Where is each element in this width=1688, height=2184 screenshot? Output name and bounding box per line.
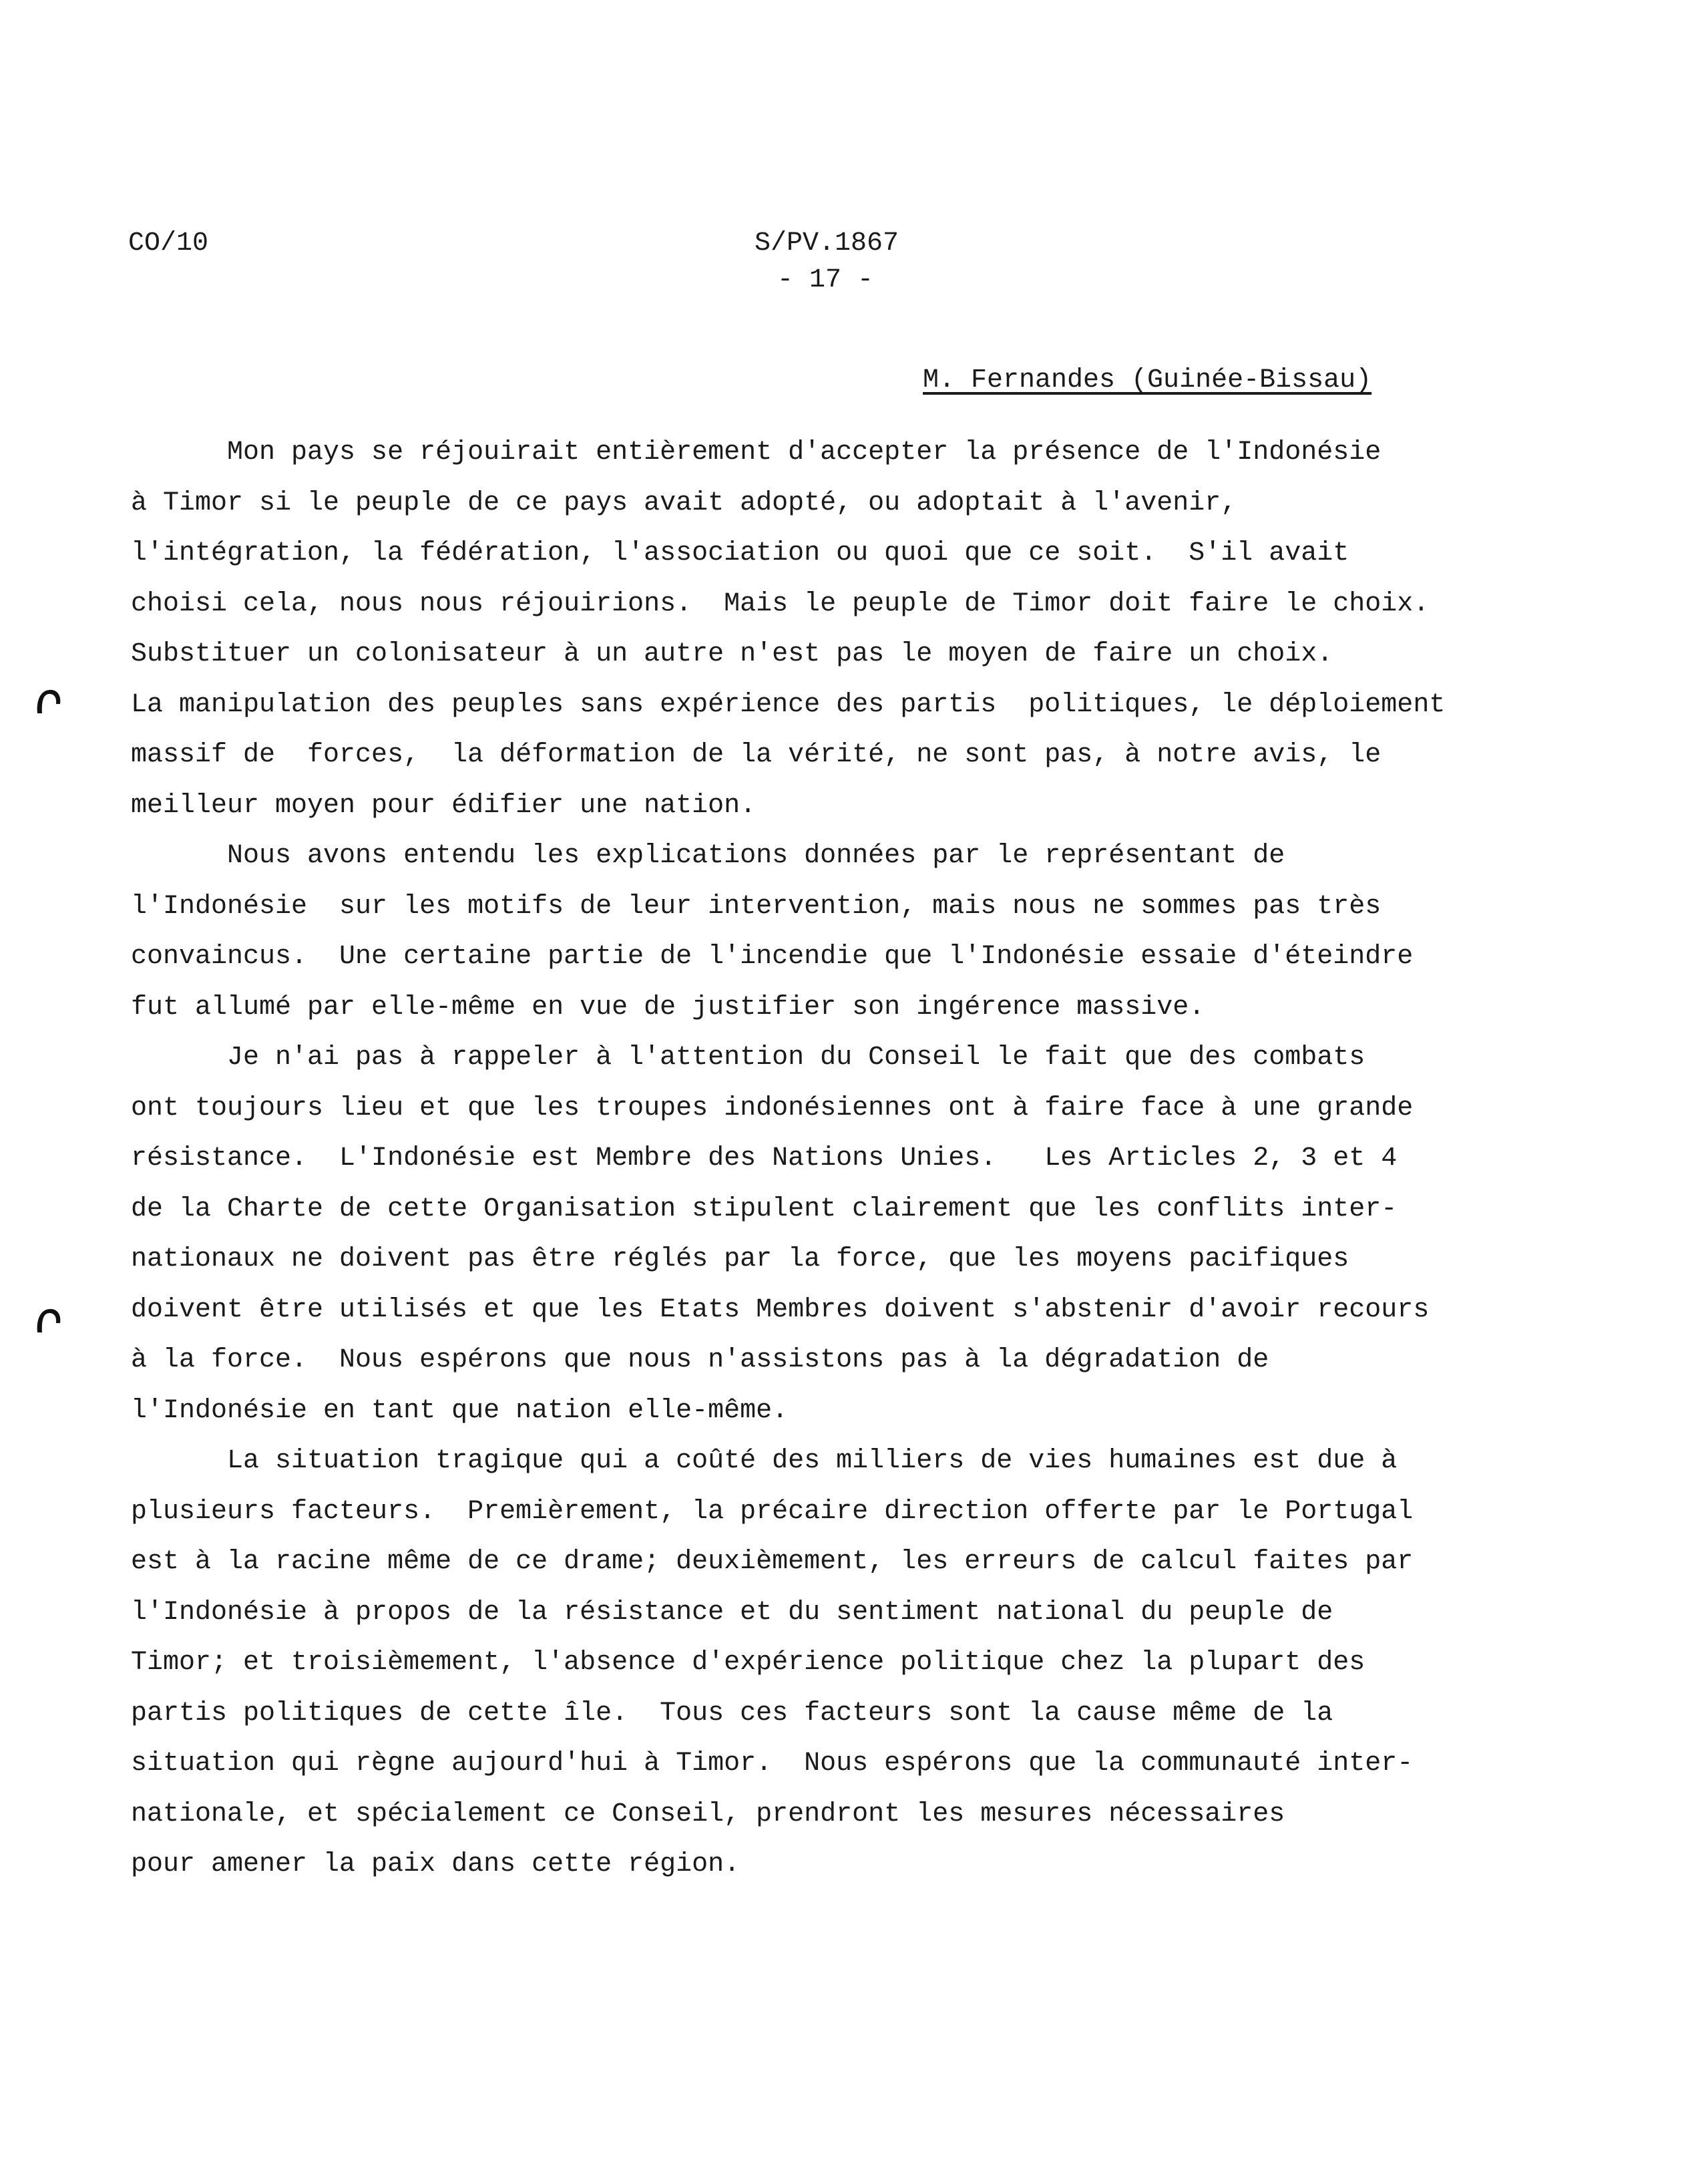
paragraph bbox=[131, 1033, 1520, 1436]
text-line: ont toujours lieu et que les troupes indonésiennes ont à faire face à une grande bbox=[131, 1093, 1414, 1123]
text-line: à Timor si le peuple de ce pays avait adopté, ou adoptait à l'avenir, bbox=[131, 488, 1237, 518]
text-line: pour amener la paix dans cette région. bbox=[131, 1849, 741, 1879]
text-line: Mon pays se réjouirait entièrement d'accepter la présence de l'Indonésie bbox=[131, 437, 1382, 468]
text-line: est à la racine même de ce drame; deuxièmement, les erreurs de calcul faites par bbox=[131, 1547, 1414, 1577]
text-line: La situation tragique qui a coûté des milliers de vies humaines est due à bbox=[131, 1446, 1398, 1476]
header-document-code: CO/10 bbox=[128, 228, 209, 258]
punch-hole-mark bbox=[33, 1306, 63, 1335]
page-number: - 17 - bbox=[777, 265, 874, 295]
header-document-symbol: S/PV.1867 bbox=[755, 228, 899, 258]
text-line: plusieurs facteurs. Premièrement, la précaire direction offerte par le Portugal bbox=[131, 1496, 1414, 1527]
text-line: choisi cela, nous nous réjouirions. Mais le peuple de Timor doit faire le choix. bbox=[131, 588, 1430, 619]
text-line: Je n'ai pas à rappeler à l'attention du Conseil le fait que des combats bbox=[131, 1043, 1365, 1073]
text-line: partis politiques de cette île. Tous ces facteurs sont la cause même de la bbox=[131, 1698, 1333, 1728]
text-line: de la Charte de cette Organisation stipulent clairement que les conflits inter- bbox=[131, 1194, 1398, 1224]
text-line: l'intégration, la fédération, l'association ou quoi que ce soit. S'il avait bbox=[131, 538, 1349, 568]
text-line: convaincus. Une certaine partie de l'incendie que l'Indonésie essaie d'éteindre bbox=[131, 942, 1414, 972]
text-line: fut allumé par elle-même en vue de justifier son ingérence massive. bbox=[131, 992, 1205, 1023]
text-line: Timor; et troisièmement, l'absence d'expérience politique chez la plupart des bbox=[131, 1648, 1365, 1678]
paragraph bbox=[131, 427, 1520, 831]
text-line: l'Indonésie à propos de la résistance et du sentiment national du peuple de bbox=[131, 1597, 1333, 1628]
text-line: l'Indonésie en tant que nation elle-même. bbox=[131, 1395, 789, 1426]
text-line: Substituer un colonisateur à un autre n'est pas le moyen de faire un choix. bbox=[131, 639, 1333, 669]
text-line: à la force. Nous espérons que nous n'assistons pas à la dégradation de bbox=[131, 1345, 1269, 1375]
text-line: l'Indonésie sur les motifs de leur intervention, mais nous ne sommes pas très bbox=[131, 891, 1382, 922]
paragraph bbox=[131, 1436, 1520, 1890]
speaker-name: M. Fernandes (Guinée-Bissau) bbox=[923, 365, 1372, 395]
punch-hole-mark bbox=[33, 687, 63, 716]
text-line: massif de forces, la déformation de la vérité, ne sont pas, à notre avis, le bbox=[131, 740, 1382, 770]
text-line: nationale, et spécialement ce Conseil, prendront les mesures nécessaires bbox=[131, 1799, 1285, 1829]
text-line: La manipulation des peuples sans expérience des partis politiques, le déploiement bbox=[131, 689, 1446, 720]
paragraph bbox=[131, 831, 1520, 1033]
text-line: meilleur moyen pour édifier une nation. bbox=[131, 790, 757, 821]
text-line: résistance. L'Indonésie est Membre des Nations Unies. Les Articles 2, 3 et 4 bbox=[131, 1143, 1398, 1173]
text-line: doivent être utilisés et que les Etats Membres doivent s'abstenir d'avoir recours bbox=[131, 1294, 1430, 1325]
text-line: situation qui règne aujourd'hui à Timor. Nous espérons que la communauté inter- bbox=[131, 1749, 1414, 1779]
text-line: nationaux ne doivent pas être réglés par la force, que les moyens pacifiques bbox=[131, 1244, 1349, 1274]
text-line: Nous avons entendu les explications données par le représentant de bbox=[131, 841, 1285, 871]
body-text bbox=[131, 427, 1520, 1890]
